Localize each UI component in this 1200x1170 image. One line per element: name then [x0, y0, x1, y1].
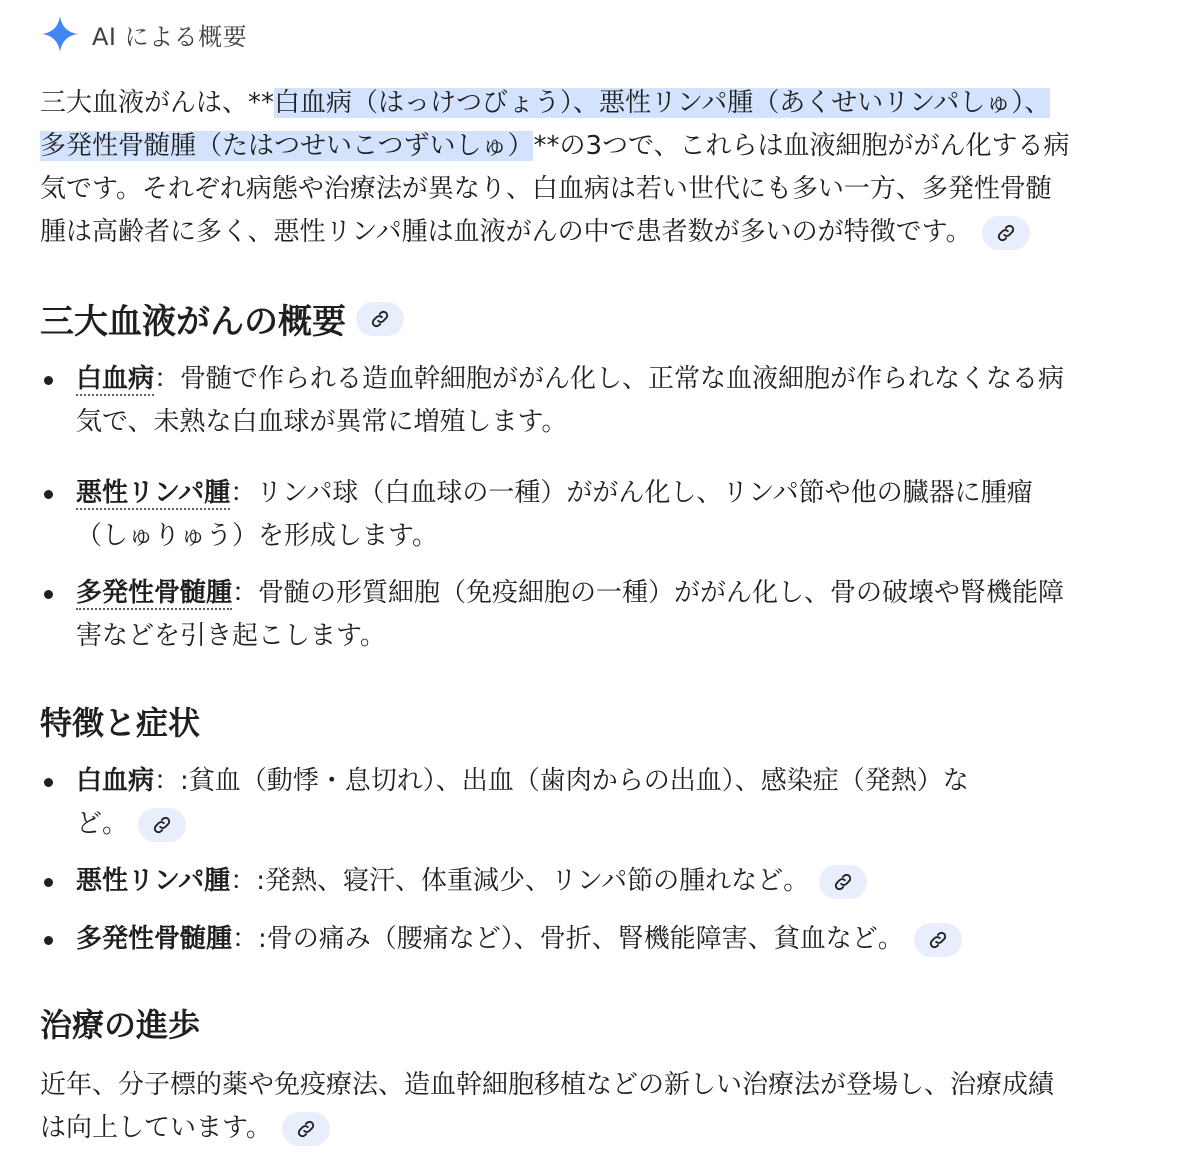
item-text: 骨髄で作られる造血幹細胞ががん化し、正常な血液細胞が作られなくなる病	[180, 364, 1065, 394]
intro-line-3: 気です。それぞれ病態や治療法が異なり、白血病は若い世代にも多い一方、多発性骨髄	[40, 174, 1052, 204]
bullet-dot	[40, 572, 76, 658]
bullet-dot	[40, 860, 76, 903]
link-icon	[295, 1118, 317, 1140]
ai-overview-header	[40, 14, 247, 54]
source-link-button[interactable]	[356, 302, 404, 336]
list-item	[40, 572, 1170, 658]
list-item	[40, 472, 1170, 558]
item-term: 白血病	[76, 766, 155, 796]
list-item	[40, 358, 1170, 444]
item-text: 気で、未熟な白血球が異常に増殖します。	[76, 407, 568, 437]
link-icon	[832, 871, 854, 893]
source-link-button[interactable]	[819, 865, 867, 899]
symptoms-heading	[40, 698, 200, 744]
item-text: ：:骨の痛み（腰痛など）、骨折、腎機能障害、貧血など。	[232, 924, 904, 954]
source-link-button[interactable]	[282, 1112, 330, 1146]
list-item	[40, 860, 1170, 903]
bullet-dot	[40, 918, 76, 961]
term-link[interactable]: 悪性リンパ腫	[76, 478, 231, 508]
bullet-dot	[40, 472, 76, 558]
intro-highlight-1: 白血病（はっけつびょう）、悪性リンパ腫（あくせいリンパしゅ）、	[274, 88, 1051, 118]
item-text: ：:発熱、寝汗、体重減少、リンパ節の腫れなど。	[230, 866, 810, 896]
source-link-button[interactable]	[138, 808, 186, 842]
source-link-button[interactable]	[982, 216, 1030, 250]
term-link[interactable]: 白血病	[76, 364, 155, 394]
intro-line-4: 腫は高齢者に多く、悪性リンパ腫は血液がんの中で患者数が多いのが特徴です。	[40, 217, 972, 247]
item-text: ：:貧血（動悸・息切れ）、出血（歯肉からの出血）、感染症（発熱）な	[154, 766, 969, 796]
separator: ：	[154, 364, 181, 394]
treatment-line-1: 近年、分子標的薬や免疫療法、造血幹細胞移植などの新しい治療法が登場し、治療成績	[40, 1070, 1055, 1100]
separator: ：	[230, 478, 257, 508]
link-icon	[369, 308, 391, 330]
ai-overview-title: AI による概要	[92, 22, 248, 51]
sparkle-icon	[40, 14, 80, 54]
item-text: 骨髄の形質細胞（免疫細胞の一種）ががん化し、骨の破壊や腎機能障	[258, 578, 1065, 608]
intro-highlight-2: 多発性骨髄腫（たはつせいこつずいしゅ）	[40, 131, 534, 161]
item-text: リンパ球（白血球の一種）ががん化し、リンパ節や他の臓器に腫瘤	[256, 478, 1033, 508]
separator: ：	[232, 578, 259, 608]
symptoms-title: 特徴と症状	[40, 704, 201, 742]
bullet-dot	[40, 760, 76, 846]
intro-paragraph	[40, 82, 1170, 254]
list-item	[40, 918, 1170, 961]
link-icon	[151, 814, 173, 836]
intro-pre: 三大血液がんは、**	[40, 88, 275, 118]
item-text: ど。	[76, 809, 129, 839]
link-icon	[927, 929, 949, 951]
treatment-title: 治療の進歩	[40, 1006, 201, 1044]
overview-title: 三大血液がんの概要	[40, 302, 346, 342]
link-icon	[995, 222, 1017, 244]
item-text: （しゅりゅう）を形成します。	[76, 521, 438, 551]
treatment-heading	[40, 1000, 200, 1046]
source-link-button[interactable]	[914, 923, 962, 957]
item-term: 多発性骨髄腫	[76, 924, 233, 954]
list-item	[40, 760, 1170, 846]
overview-heading	[40, 294, 404, 343]
term-link[interactable]: 多発性骨髄腫	[76, 578, 233, 608]
item-text: 害などを引き起こします。	[76, 621, 386, 651]
treatment-paragraph	[40, 1064, 1170, 1150]
intro-post: **の3つで、これらは血液細胞ががん化する病	[533, 131, 1070, 161]
treatment-line-2: は向上しています。	[40, 1113, 272, 1143]
bullet-dot	[40, 358, 76, 444]
item-term: 悪性リンパ腫	[76, 866, 231, 896]
